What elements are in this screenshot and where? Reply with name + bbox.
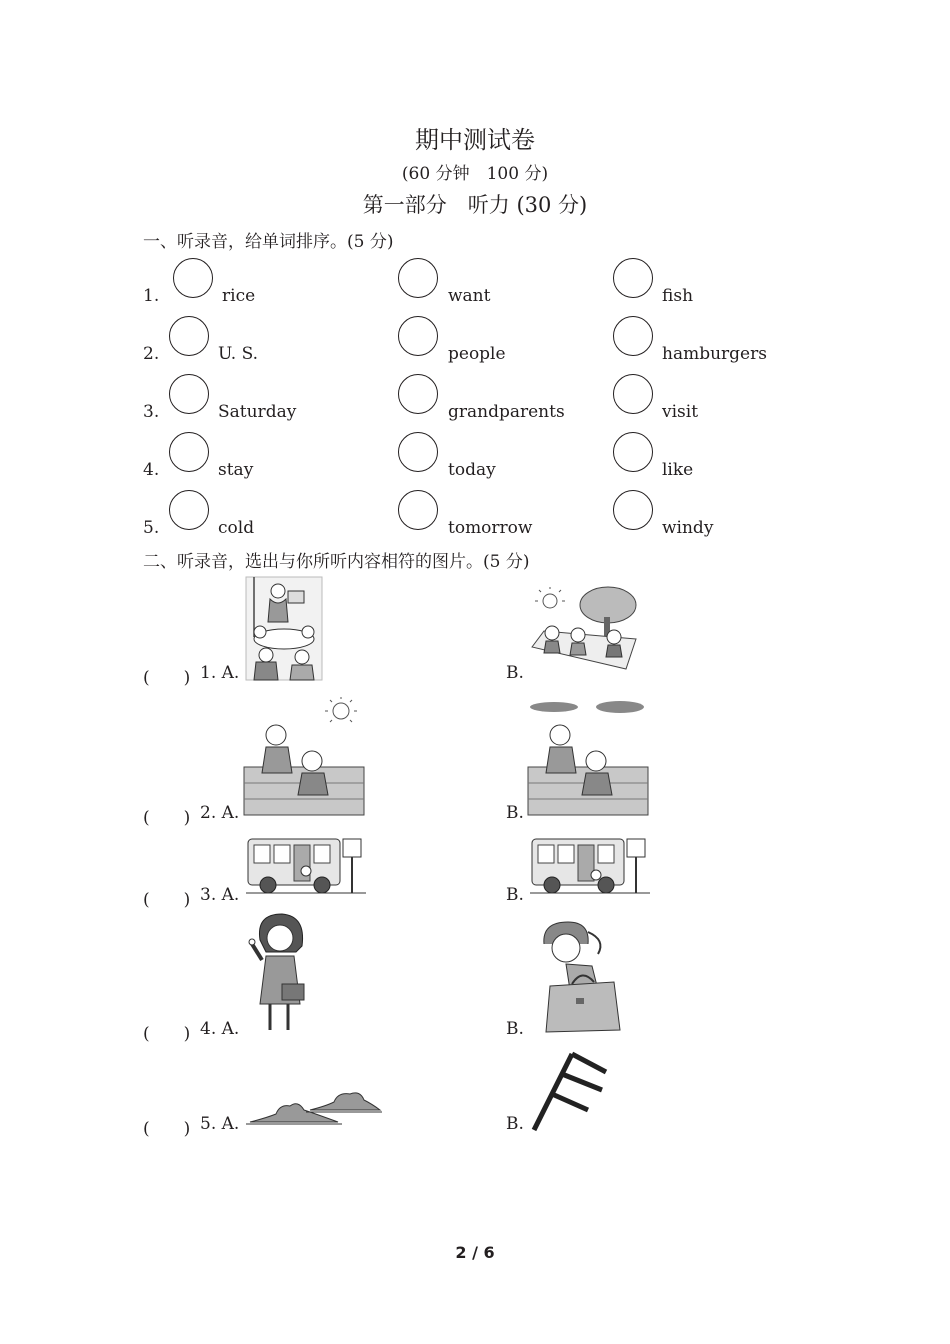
option-b-label: B. — [506, 1114, 524, 1134]
option-a-label: 4. A. — [200, 1019, 240, 1039]
word-label: tomorrow — [448, 518, 533, 538]
row-number: 5. — [143, 518, 160, 538]
answer-bracket[interactable]: ( ) — [143, 808, 191, 828]
option-a-label: 5. A. — [200, 1114, 240, 1134]
page-subtitle: (60 分钟 100 分) — [401, 164, 549, 184]
order-circle[interactable] — [398, 374, 438, 414]
order-circle[interactable] — [613, 490, 653, 530]
option-a-label: 1. A. — [200, 663, 240, 683]
word-label: fish — [662, 286, 694, 306]
wind-icon — [530, 1050, 610, 1132]
option-a-label: 3. A. — [200, 885, 240, 905]
word-label: cold — [218, 518, 255, 538]
option-b-label: B. — [506, 663, 524, 683]
order-circle[interactable] — [613, 258, 653, 298]
word-label: hamburgers — [662, 344, 767, 364]
row-number: 1. — [143, 286, 160, 306]
option-b-label: B. — [506, 803, 524, 823]
section1-heading: 一、听录音，给单词排序。(5 分) — [143, 232, 394, 252]
section2-heading: 二、听录音，选出与你所听内容相符的图片。(5 分) — [143, 552, 530, 572]
picnic-icon — [530, 587, 640, 669]
word-label: stay — [218, 460, 254, 480]
order-circle[interactable] — [613, 432, 653, 472]
girl-waving-icon — [246, 912, 310, 1034]
order-circle[interactable] — [613, 374, 653, 414]
option-b-label: B. — [506, 885, 524, 905]
option-a-label: 2. A. — [200, 803, 240, 823]
word-label: visit — [662, 402, 699, 422]
order-circle[interactable] — [173, 258, 213, 298]
word-label: Saturday — [218, 402, 297, 422]
word-label: people — [448, 344, 506, 364]
bus-stop-icon — [530, 835, 650, 897]
option-b-label: B. — [506, 1019, 524, 1039]
word-label: windy — [662, 518, 714, 538]
answer-bracket[interactable]: ( ) — [143, 1024, 191, 1044]
word-label: like — [662, 460, 694, 480]
order-circle[interactable] — [169, 374, 209, 414]
part-heading: 第一部分 听力 (30 分) — [362, 193, 588, 217]
order-circle[interactable] — [398, 490, 438, 530]
row-number: 2. — [143, 344, 160, 364]
order-circle[interactable] — [169, 490, 209, 530]
word-label: grandparents — [448, 402, 565, 422]
word-label: rice — [222, 286, 256, 306]
order-circle[interactable] — [613, 316, 653, 356]
word-label: today — [448, 460, 496, 480]
order-circle[interactable] — [398, 258, 438, 298]
answer-bracket[interactable]: ( ) — [143, 668, 191, 688]
sunny-boys-wall-icon — [244, 697, 364, 817]
word-label: U. S. — [218, 344, 259, 364]
bus-stop-icon — [246, 835, 366, 897]
order-circle[interactable] — [398, 316, 438, 356]
page-number: 2 / 6 — [455, 1243, 495, 1262]
girl-heavy-bag-icon — [536, 920, 630, 1034]
answer-bracket[interactable]: ( ) — [143, 890, 191, 910]
cloudy-boys-wall-icon — [528, 697, 648, 817]
row-number: 3. — [143, 402, 160, 422]
answer-bracket[interactable]: ( ) — [143, 1119, 191, 1139]
page-title: 期中测试卷 — [415, 126, 535, 154]
word-label: want — [448, 286, 491, 306]
classroom-party-icon — [246, 577, 322, 680]
clouds-icon — [246, 1088, 382, 1132]
row-number: 4. — [143, 460, 160, 480]
order-circle[interactable] — [398, 432, 438, 472]
order-circle[interactable] — [169, 316, 209, 356]
order-circle[interactable] — [169, 432, 209, 472]
